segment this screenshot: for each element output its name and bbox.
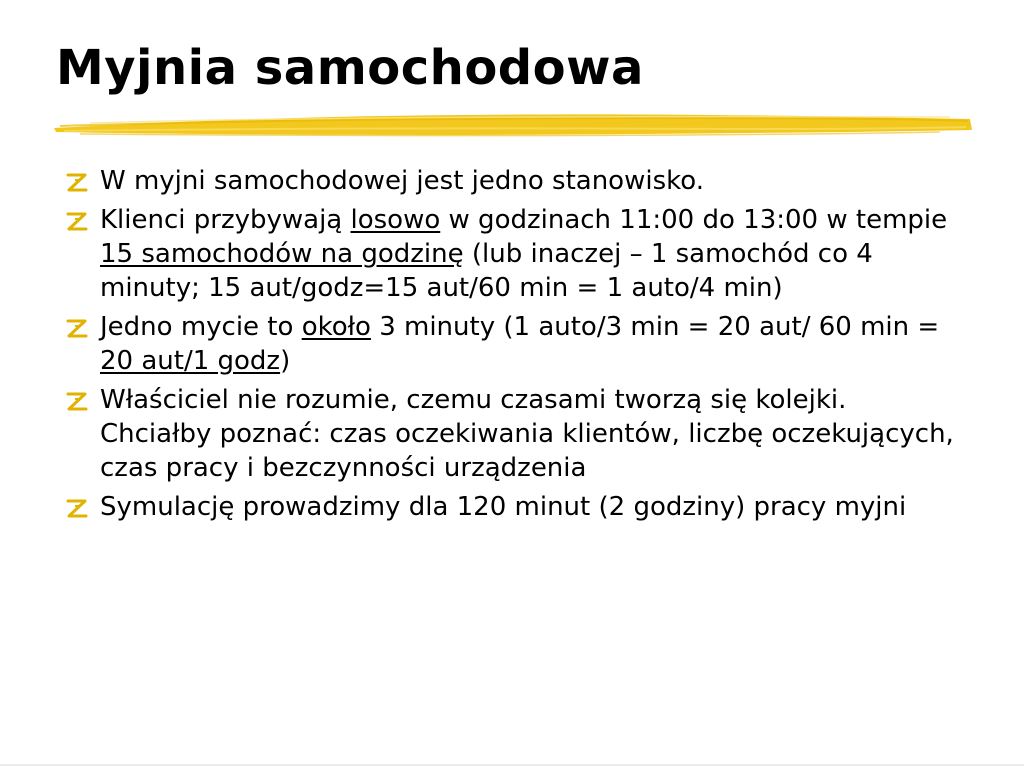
- bullet-text-segment: w godzinach 11:00 do 13:00 w tempie: [440, 205, 948, 235]
- z-zigzag-icon: [64, 495, 90, 521]
- z-zigzag-icon: [64, 315, 90, 341]
- bullet-text: Symulację prowadzimy dla 120 minut (2 godziny) pracy myjni: [100, 492, 907, 522]
- bullet-text: W myjni samochodowej jest jedno stanowisko.: [100, 166, 704, 196]
- bullet-text: [100, 205, 947, 303]
- underlined-term: 15 samochodów na godzinę: [100, 239, 464, 269]
- z-zigzag-icon: [64, 388, 90, 414]
- bullet-text-segment: Klienci przybywają: [100, 205, 351, 235]
- bullet-item: [64, 203, 964, 305]
- bullet-item: [64, 490, 964, 524]
- z-zigzag-icon: [64, 208, 90, 234]
- bullet-item: [64, 310, 964, 378]
- title-underline-brush: [50, 104, 974, 144]
- bullet-text: [100, 312, 939, 376]
- bullet-text-segment: (lub inaczej – 1 samochód co 4 minuty; 15 aut/godz=15 aut/60 min = 1 auto/4 min): [100, 239, 873, 303]
- bullet-item: [64, 383, 964, 485]
- bullet-text-segment: 3 minuty (1 auto/3 min = 20 aut/ 60 min =: [370, 312, 940, 342]
- bullet-list: [64, 164, 964, 529]
- bottom-divider: [0, 764, 1024, 766]
- underlined-term: losowo: [350, 205, 441, 235]
- slide-title: Myjnia samochodowa: [56, 40, 644, 96]
- bullet-text-segment: ): [280, 346, 291, 376]
- bullet-text: Właściciel nie rozumie, czemu czasami tworzą się kolejki. Chciałby poznać: czas oczekiwania klientów, liczbę oczekujących, czas pracy i bezczynności urządzenia: [100, 385, 954, 483]
- bullet-item: [64, 164, 964, 198]
- underlined-term: około: [301, 312, 371, 342]
- z-zigzag-icon: [64, 169, 90, 195]
- underlined-term: 20 aut/1 godz: [100, 346, 281, 376]
- bullet-text-segment: Jedno mycie to: [100, 312, 302, 342]
